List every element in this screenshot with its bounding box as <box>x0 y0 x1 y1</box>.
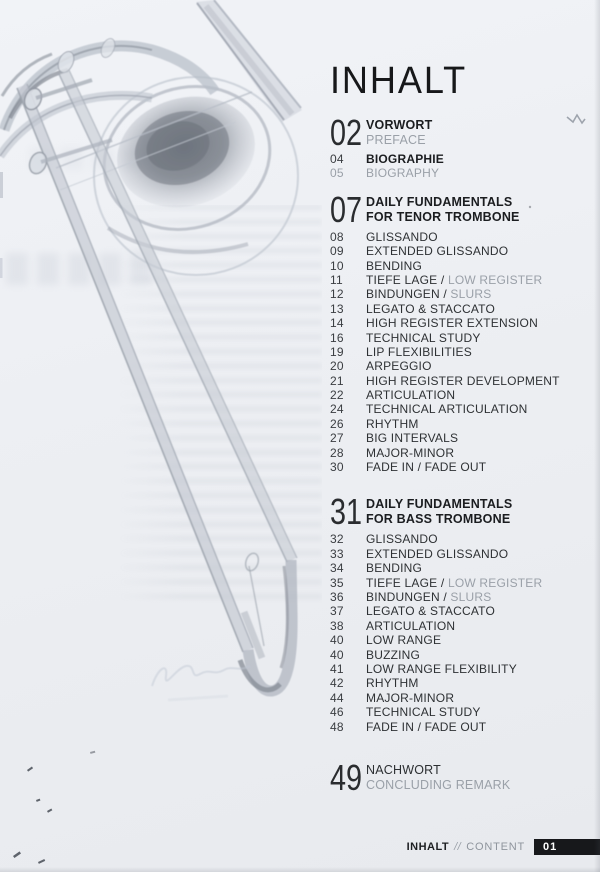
toc-entry-sublabel: PREFACE <box>366 133 426 147</box>
toc-item <box>330 705 592 719</box>
toc-item-number: 26 <box>330 416 344 431</box>
toc-item-number: 16 <box>330 330 344 345</box>
toc-item <box>330 152 592 166</box>
toc-page-number: 31 <box>330 491 363 533</box>
toc-item <box>330 691 592 705</box>
toc-item-label: FADE IN / FADE OUT <box>366 460 487 475</box>
toc-item <box>330 460 592 474</box>
toc-item <box>330 417 592 431</box>
toc-item <box>330 273 592 287</box>
page-number: 01 <box>543 841 558 853</box>
toc-item-number: 37 <box>330 604 344 619</box>
toc-item-number: 48 <box>330 719 344 734</box>
toc-item-number: 14 <box>330 316 344 331</box>
toc-item <box>330 590 592 604</box>
scan-edge-mark <box>0 258 3 278</box>
toc-item <box>330 633 592 647</box>
toc-item-label: FADE IN / FADE OUT <box>366 719 487 734</box>
toc-item-label: TECHNICAL STUDY <box>366 705 481 720</box>
toc-section-title: FOR BASS TROMBONE <box>366 512 511 527</box>
toc-item <box>330 720 592 734</box>
scan-edge-shadow <box>0 867 600 872</box>
toc-entry-sublabel: CONCLUDING REMARK <box>366 777 511 792</box>
toc-item-label: MAJOR-MINOR <box>366 445 455 460</box>
toc-item-number: 40 <box>330 647 344 662</box>
toc-item-number: 24 <box>330 402 344 417</box>
toc-item <box>330 662 592 676</box>
toc-item-label: BUZZING <box>366 647 421 662</box>
toc-entry-label: VORWORT <box>366 118 433 132</box>
page-title: INHALT <box>330 60 468 102</box>
toc-item <box>330 532 592 546</box>
page-number-badge <box>534 839 600 855</box>
toc-bass-items <box>330 532 592 733</box>
toc-item-label: LEGATO & STACCATO <box>366 301 495 316</box>
toc-item <box>330 302 592 316</box>
toc-item-label: TECHNICAL ARTICULATION <box>366 402 528 417</box>
toc-item-label: BENDING <box>366 561 423 576</box>
toc-item-number: 11 <box>330 272 343 287</box>
toc-item-number: 38 <box>330 618 344 633</box>
toc-section-head-bass <box>330 491 592 533</box>
toc-item <box>330 259 592 273</box>
toc-section-title: DAILY FUNDAMENTALS <box>366 194 513 209</box>
toc-item-number: 22 <box>330 388 344 403</box>
toc-item-number: 10 <box>330 258 344 273</box>
toc-intro-rows <box>330 152 592 181</box>
toc-section-tenor <box>330 188 592 475</box>
toc-item <box>330 359 592 373</box>
toc-item-number: 21 <box>330 373 344 388</box>
toc-item-label: ARTICULATION <box>366 388 456 403</box>
toc-item <box>330 402 592 416</box>
toc-item-label: LEGATO & STACCATO <box>366 604 495 619</box>
toc-item-number: 33 <box>330 546 344 561</box>
toc-item <box>330 446 592 460</box>
footer-separator: // <box>454 841 462 853</box>
toc-item-label: MAJOR-MINOR <box>366 690 455 705</box>
toc-item-number: 27 <box>330 431 344 446</box>
toc-item-number: 09 <box>330 244 344 259</box>
footer-label-de: INHALT <box>406 841 450 853</box>
toc-item-number: 40 <box>330 633 344 648</box>
toc-item <box>330 547 592 561</box>
toc-item <box>330 166 592 180</box>
toc-item-label: EXTENDED GLISSANDO <box>366 244 509 259</box>
toc-item-label: BINDUNGEN / SLURS <box>366 287 492 302</box>
toc-item-number: 08 <box>330 229 344 244</box>
toc-item-number: 13 <box>330 301 344 316</box>
toc-item <box>330 561 592 575</box>
toc-item <box>330 648 592 662</box>
toc-item <box>330 431 592 445</box>
bleed-through-signature <box>152 666 250 700</box>
toc-page-number: 49 <box>330 756 363 798</box>
toc-item-label: BINDUNGEN / SLURS <box>366 589 492 604</box>
scan-edge-shadow <box>594 0 600 872</box>
toc-item <box>330 244 592 258</box>
toc-item-label: ARPEGGIO <box>366 359 432 374</box>
toc-item-label: LIP FLEXIBILITIES <box>366 344 472 359</box>
toc-item-label: RHYTHM <box>366 416 419 431</box>
toc-item-label: TIEFE LAGE / LOW REGISTER <box>366 272 543 287</box>
toc-item <box>330 287 592 301</box>
toc-item <box>330 374 592 388</box>
toc-item <box>330 230 592 244</box>
footer-label-en: CONTENT <box>466 841 525 853</box>
toc-item-number: 19 <box>330 344 344 359</box>
toc-item <box>330 604 592 618</box>
toc-item <box>330 331 592 345</box>
toc-item-label: BIG INTERVALS <box>366 431 459 446</box>
toc-item-label: ARTICULATION <box>366 618 456 633</box>
toc-page-number: 02 <box>330 112 363 153</box>
toc-item-number: 42 <box>330 676 344 691</box>
toc-item-number: 41 <box>330 661 344 676</box>
toc-item-number: 20 <box>330 359 344 374</box>
toc-tenor-items <box>330 230 592 475</box>
toc-item <box>330 619 592 633</box>
toc-item-label: TIEFE LAGE / LOW REGISTER <box>366 575 543 590</box>
toc-item-number: 34 <box>330 561 344 576</box>
toc-section-title: DAILY FUNDAMENTALS <box>366 497 513 512</box>
toc-item-label: BIOGRAPHY <box>366 166 440 181</box>
toc-item-label: GLISSANDO <box>366 532 438 547</box>
toc-item-label: LOW RANGE <box>366 633 442 648</box>
toc-item <box>330 316 592 330</box>
toc-item-label: EXTENDED GLISSANDO <box>366 546 509 561</box>
toc-item-number: 35 <box>330 575 344 590</box>
toc-item-label: HIGH REGISTER EXTENSION <box>366 316 538 331</box>
toc-item-number: 44 <box>330 690 344 705</box>
toc-page-number: 07 <box>330 188 363 230</box>
toc-item <box>330 345 592 359</box>
toc-item-number: 32 <box>330 532 344 547</box>
toc-item-label: BENDING <box>366 258 423 273</box>
scan-edge-mark <box>0 172 3 198</box>
toc-item-number: 30 <box>330 460 344 475</box>
toc-section-title: FOR TENOR TROMBONE <box>366 209 520 224</box>
toc-section-bass <box>330 491 592 734</box>
page-footer <box>407 838 600 856</box>
toc-item-label: GLISSANDO <box>366 229 438 244</box>
toc-item-label: RHYTHM <box>366 676 419 691</box>
toc-section-head-tenor <box>330 188 592 230</box>
toc-item-number: 05 <box>330 166 344 181</box>
table-of-contents <box>330 60 592 798</box>
toc-entry-label: NACHWORT <box>366 762 441 777</box>
toc-item-number: 36 <box>330 589 344 604</box>
toc-entry-vorwort <box>330 112 592 153</box>
toc-item-number: 04 <box>330 152 344 166</box>
toc-item-number: 28 <box>330 445 344 460</box>
toc-item-label: TECHNICAL STUDY <box>366 330 481 345</box>
toc-item <box>330 676 592 690</box>
toc-item <box>330 388 592 402</box>
toc-item-number: 46 <box>330 705 344 720</box>
toc-item-label: HIGH REGISTER DEVELOPMENT <box>366 373 560 388</box>
toc-item-label: LOW RANGE FLEXIBILITY <box>366 661 517 676</box>
toc-item-number: 12 <box>330 287 344 302</box>
toc-item-label: BIOGRAPHIE <box>366 152 445 166</box>
toc-item <box>330 576 592 590</box>
toc-entry-nachwort <box>330 756 592 798</box>
